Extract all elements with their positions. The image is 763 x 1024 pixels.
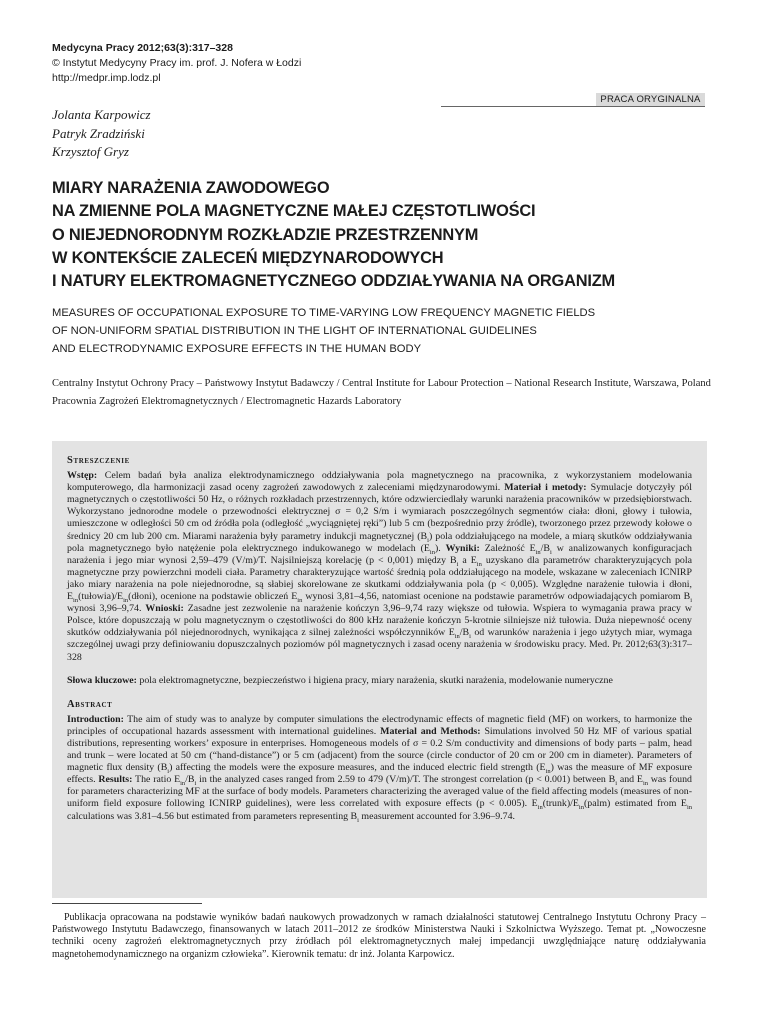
affiliations — [52, 377, 712, 408]
title-polish-line: W KONTEKŚCIE ZALECEŃ MIĘDZYNARODOWYCH — [52, 248, 444, 267]
journal-header — [52, 41, 301, 86]
journal-copyright: © Instytut Medycyny Pracy im. prof. J. Nofera w Łodzi — [52, 57, 302, 69]
journal-citation: Medycyna Pracy 2012;63(3):317–328 — [52, 42, 233, 54]
keywords-label: Słowa kluczowe: — [67, 674, 137, 686]
title-polish-line: NA ZMIENNE POLA MAGNETYCZNE MAŁEJ CZĘSTOTLIWOŚCI — [52, 202, 536, 221]
abstract-box — [52, 441, 707, 898]
keywords: Słowa kluczowe: pola elektromagnetyczne, bezpieczeństwo i higiena pracy, miary narażenia, skutki narażenia, modelowanie numeryczne — [67, 674, 613, 686]
affiliation-institute: Centralny Instytut Ochrony Pracy – Państwowy Instytut Badawczy / Central Institute for Labour Protection – National Research Institute, Warszawa, Poland — [52, 378, 711, 389]
title-english-line: MEASURES OF OCCUPATIONAL EXPOSURE TO TIME-VARYING LOW FREQUENCY MAGNETIC FIELDS — [52, 307, 596, 319]
title-english-line: OF NON-UNIFORM SPATIAL DISTRIBUTION IN THE LIGHT OF INTERNATIONAL GUIDELINES — [52, 325, 537, 337]
wstep-label: Wstęp: — [67, 470, 98, 482]
streszczenie-heading: Streszczenie — [67, 455, 130, 466]
author-name: Patryk Zradziński — [52, 125, 145, 141]
introduction-label: Introduction: — [67, 713, 124, 725]
abstract-content — [67, 455, 692, 823]
material-label: Materiał i metody: — [504, 482, 587, 494]
streszczenie-text: Wstęp: Celem badań była analiza elektrodynamicznego oddziaływania pola magnetycznego na pracownika, z wykorzystaniem modelowania komputerowego, dla harmonizacji zasad oceny zagrożeń zawodowych z zaleceniami międzynarodowymi. Materiał i metody: Symulacje dotyczyły pól magnetycznych o częstotliwości 50 Hz, o różnych rozkładach przestrzennych, które odzwierciedlały warunki narażenia pracowników w przedsiębiorstwach. Wykorzystano jednorodne modele o przewodności elektrycznej σ = 0,2 S/m i wymiarach poszczególnych segmentów ciała: dłoni, głowy i tułowia, umieszczone w odległości 50 cm od źródła pola (odległość „wyciągniętej ręki”) lub 5 cm (bezpośrednio przy źródle), tworzonego przez przewody kołowe o średnicy 20 cm lub 200 cm. Miarami narażenia były parametry indukcji magnetycznej $(B_i)$ pola oddziałującego na modele, a miarą skutków oddziaływania pola magnetycznego było natężenie pola elektrycznego indukowanego w modelach $(E_{in})$. Wyniki: Zależność $E_{in}/B_i$ w analizowanych konfiguracjach narażenia i jego miar wynosi 2,59–479 (V/m)/T. Najsilniejszą korelację (p < 0,001) między $B_i$ a $E_{in}$ uzyskano dla parametrów charakteryzujących pola magnetyczne przy powierzchni modeli ciała. Parametry charakteryzujące wartość średnią pola oddziałującego na modele, wskazane w zaleceniach ICNIRP jako miary narażenia na pole niejednorodne, są słabiej skorelowane ze skutkami oddziaływania pola (p < 0,005). Względne narażenie tułowia i dłoni, $E_{in}(tułowia)/E_{in}(dłoni)$, ocenione na podstawie obliczeń $E_{in}$ wynosi 3,81–4,56, natomiast ocenione na podstawie parametrów odpowiadających pomiarom $B_i$ wynosi 3,96–9,74. Wnioski: Zasadne jest zezwolenie na narażenie kończyn 3,96–9,74 razy większe od tułowia. Wspiera to wymagania prawa pracy w Polsce, które dopuszczają w polu magnetycznym o częstotliwości do 800 kHz narażenie kończyn 5-krotnie silniejsze niż tułowia. Duża niepewność oceny skutków oddziaływania pól niejednorodnych, wynikająca z silnej zależności współczynników $E_{in}/B_i$ od warunków narażenia i jego użytych miar, wymaga szczególnej uwagi przy definiowaniu dopuszczalnych poziomów pól magnetycznych i zasad oceny narażenia w środowisku pracy. Med. Pr. 2012;63(3):317–328 — [67, 470, 693, 663]
author-list — [52, 106, 151, 162]
footnote: Publikacja opracowana na podstawie wyników badań naukowych prowadzonych w ramach działalności statutowej Centralnego Instytutu Ochrony Pracy – Państwowego Instytutu Badawczego, finansowanych w latach 2011–2012 ze środków Ministerstwa Nauki i Szkolnictwa Wyższego. Temat pt. „Nowoczesne techniki oceny zagrożeń elektromagnetycznych przy źródłach pól elektromagnetycznych małej impedancji uwzględniające naturę oddziaływania magnetohemodynamicznego na organizm człowieka”. Kierownik tematu: dr inż. Jolanta Karpowicz. — [52, 912, 706, 960]
affiliation-laboratory: Pracownia Zagrożeń Elektromagnetycznych / Electromagnetic Hazards Laboratory — [52, 395, 402, 407]
methods-label: Material and Methods: — [380, 725, 481, 737]
abstract-heading: Abstract — [67, 698, 113, 710]
abstract-text: Introduction: The aim of study was to analyze by computer simulations the electrodynamic effects of magnetic field (MF) on workers, to harmonize the principles of occupational hazards assessment with international guidelines. Material and Methods: Simulations involved 50 Hz MF of various spatial distributions, representing workers’ exposure in enterprises. Homogeneous models of σ = 0.2 S/m conductivity and dimensions of body parts – palm, head and trunk – were located at 50 cm (“hand-distance”) or 5 cm (adjacent) from the source (circle conductor of 20 cm or 200 cm in diameter). Parameters of magnetic flux density $(B_i)$ affecting the models were the exposure measures, and the induced electric field strength $(E_{in})$ was the measure of MF exposure effects. Results: The ratio $E_{in}/B_i$ in the analyzed cases ranged from 2.59 to 479 (V/m)/T. The strongest correlation (p < 0.001) between $B_i$ and $E_{in}$ was found for parameters characterizing MF at the surface of body models. Parameters characterizing the averaged value of the field affecting models (measures of non-uniform field exposure following ICNIRP guidelines), were less correlated with exposure effects (p < 0.005). $E_{in}(trunk)/E_{in}(palm)$ estimated from $E_{in}$ calculations was 3.81–4.56 but estimated from parameters representing $B_i$ measurement accounted for 3.96–9.74. — [67, 713, 692, 824]
title-english — [52, 304, 732, 358]
title-english-line: AND ELECTRODYNAMIC EXPOSURE EFFECTS IN THE HUMAN BODY — [52, 343, 422, 355]
title-polish-line: MIARY NARAŻENIA ZAWODOWEGO — [52, 179, 330, 197]
footnote-rule — [52, 903, 202, 904]
wnioski-label: Wnioski: — [145, 603, 184, 615]
title-polish-line: I NATURY ELEKTROMAGNETYCZNEGO ODDZIAŁYWANIA NA ORGANIZM — [52, 272, 615, 291]
title-polish — [52, 177, 732, 293]
title-polish-line: O NIEJEDNORODNYM ROZKŁADZIE PRZESTRZENNYM — [52, 225, 479, 244]
results-label: Results: — [98, 774, 133, 786]
section-label: PRACA ORYGINALNA — [596, 93, 705, 107]
section-rule — [441, 106, 705, 107]
author-name: Jolanta Karpowicz — [52, 107, 151, 122]
author-name: Krzysztof Gryz — [52, 144, 129, 159]
wyniki-label: Wyniki: — [445, 542, 480, 554]
journal-url: http://medpr.imp.lodz.pl — [52, 72, 161, 84]
